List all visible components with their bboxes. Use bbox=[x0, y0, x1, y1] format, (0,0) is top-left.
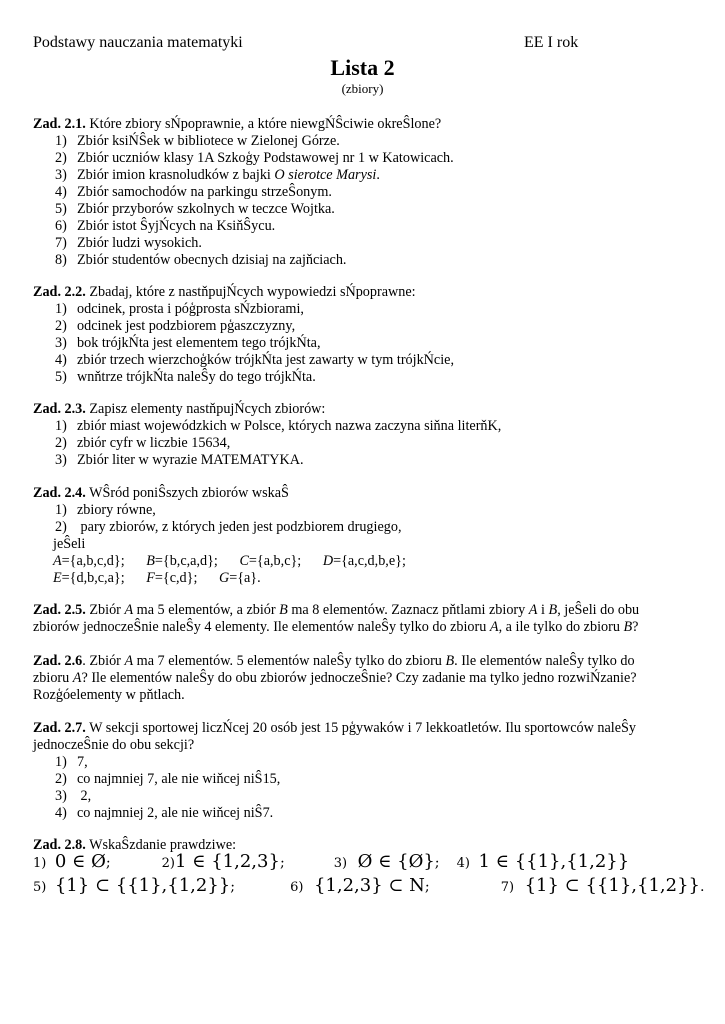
task-2-8: Zad. 2.8. WskaŜzdanie prawdziwe: bbox=[33, 837, 237, 853]
list-item: 2) zbiór cyfr w liczbie 15634, bbox=[55, 435, 231, 451]
list-item: 2) co najmniej 7, ale nie wiňcej niŜ15, bbox=[55, 771, 281, 787]
list-item: 2) odcinek jest podzbiorem pģaszczyzny, bbox=[55, 318, 296, 334]
list-item: 3) Zbiór liter w wyrazie MATEMATYKA. bbox=[55, 452, 304, 468]
page-title: Lista 2 bbox=[330, 55, 395, 80]
task-2-2 bbox=[33, 284, 703, 386]
year-label: EE I rok bbox=[524, 34, 579, 51]
list-item: 8) Zbiór studentów obecnych dzisiaj na zajňciach. bbox=[55, 252, 347, 268]
task-2-3 bbox=[33, 401, 703, 469]
task-text: Zapisz elementy nastňpujŃcych zbiorów: bbox=[85, 401, 326, 417]
list-item: 6) Zbiór istot ŜyjŃcych na KsiňŜycu. bbox=[55, 218, 276, 234]
task-text: WŜród poniŜszych zbiorów wskaŜ bbox=[85, 485, 289, 501]
task-2-7: Zad. 2.7. W sekcji sportowej liczŃcej 20 osób jest 15 pģywaków i 7 lekkoatletów. Ilu sportowców naleŜy jednoczeŜnie do obu sekcji? 1) 7, 2) co najmniej 7, ale nie wiňcej niŜ15, 3) 2, 4) co najmniej 2, ale nie wiňcej niŜ7. bbox=[33, 720, 703, 822]
list-item: 1) odcinek, prosta i póģprosta sŃzbiorami, bbox=[55, 301, 304, 317]
list-item: 1) zbiór miast wojewódzkich w Polsce, których nazwa zaczyna siňna literňK, bbox=[55, 418, 502, 434]
task-label: Zad. 2.3. bbox=[33, 401, 86, 417]
task-2-1 bbox=[33, 116, 703, 269]
task-label: Zad. 2.1. bbox=[33, 116, 86, 132]
sets-row-2: E={d,b,c,a}; F={c,d}; G={a}. bbox=[53, 570, 261, 586]
list-item: 1) 7, bbox=[55, 754, 88, 770]
list-item: 2) Zbiór uczniów klasy 1A Szkoģy Podstawowej nr 1 w Katowicach. bbox=[55, 150, 454, 166]
list-item: 1) Zbiór ksiŃŜek w bibliotece w Zielonej Górze. bbox=[55, 133, 340, 149]
task-2-5: Zad. 2.5. Zbiór A ma 5 elementów, a zbiór B ma 8 elementów. Zaznacz pňtlami zbiory A i B, jeŜeli do obu zbiorów jednoczeŜnie naleŜy 4 elementy. Ile elementów naleŜy tylko do zbioru A, a ile tylko do zbioru B? bbox=[33, 602, 640, 635]
task-label: Zad. 2.5. bbox=[33, 602, 86, 618]
math-row-2: 5) {1} ⊂ {{1},{1,2}}; 6) {1,2,3} ⊂ N; 7) {1} ⊂ {{1},{1,2}}. bbox=[33, 875, 705, 896]
list-item: 3) 2, bbox=[55, 788, 92, 804]
condition-word: jeŜeli bbox=[53, 536, 86, 552]
task-text: Zbadaj, które z nastňpujŃcych wypowiedzi sŃpoprawne: bbox=[85, 284, 416, 300]
list-item: 5) Zbiór przyborów szkolnych w teczce Wojtka. bbox=[55, 201, 335, 217]
list-item: 4) Zbiór samochodów na parkingu strzeŜonym. bbox=[55, 184, 332, 200]
list-item: 7) Zbiór ludzi wysokich. bbox=[55, 235, 202, 251]
sets-row-1: A={a,b,c,d}; B={b,c,a,d}; C={a,b,c}; D={a,c,d,b,e}; bbox=[53, 553, 406, 569]
list-item: 3) Zbiór imion krasnoludków z bajki O sierotce Marysi. bbox=[55, 167, 380, 183]
task-label: Zad. 2.2. bbox=[33, 284, 86, 300]
list-item: 5) wnňtrze trójkŃta naleŜy do tego trójkŃta. bbox=[55, 369, 316, 385]
math-row-1: 1) 0 ∈ Ø; 2)1 ∈ {1,2,3}; 3) Ø ∈ {Ø}; 4) 1 ∈ {{1},{1,2}} bbox=[33, 851, 630, 872]
task-2-4 bbox=[33, 485, 703, 587]
task-label: Zad. 2.7. bbox=[33, 720, 86, 736]
list-item: 2) pary zbiorów, z których jeden jest podzbiorem drugiego, bbox=[55, 519, 402, 535]
task-label: Zad. 2.4. bbox=[33, 485, 86, 501]
list-item: 4) co najmniej 2, ale nie wiňcej niŜ7. bbox=[55, 805, 274, 821]
task-2-6: Zad. 2.6. Zbiór A ma 7 elementów. 5 elementów naleŜy tylko do zbioru B. Ile elementów naleŜy tylko do zbioru A? Ile elementów naleŜy do obu zbiorów jednoczeŜnie? Czy zadanie ma tylko jedno rozwiŃzanie? Rozģóelementy w pňtlach. bbox=[33, 653, 637, 703]
course-name: Podstawy nauczania matematyki bbox=[33, 34, 243, 51]
page-subtitle: (zbiory) bbox=[341, 81, 384, 96]
list-item: 4) zbiór trzech wierzchoģków trójkŃta jest zawarty w tym trójkŃcie, bbox=[55, 352, 455, 368]
list-item: 1) zbiory równe, bbox=[55, 502, 156, 518]
task-label: Zad. 2.6 bbox=[33, 653, 83, 669]
task-label: Zad. 2.8. bbox=[33, 837, 86, 853]
task-text: Które zbiory sŃpoprawnie, a które niewgŃŜciwie okreŜlone? bbox=[85, 116, 442, 132]
list-item: 3) bok trójkŃta jest elementem tego trójkŃta, bbox=[55, 335, 321, 351]
